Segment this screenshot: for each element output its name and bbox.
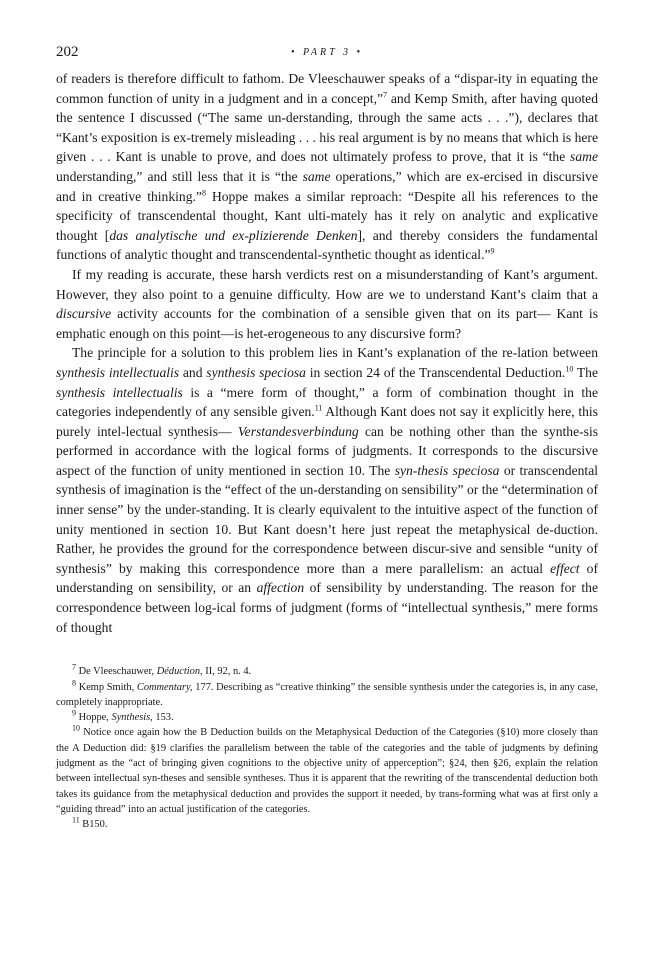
italic-text: syn-thesis speciosa: [394, 462, 500, 478]
text-run: ], and thereby considers the fundamental functions of analytic thought and transcendental-synthetic thought as identical.”: [56, 227, 599, 263]
italic-text: Verstandesverbindung: [237, 423, 359, 439]
text-run: and: [179, 364, 207, 380]
footnotes: [56, 664, 598, 832]
italic-text: synthesis intellectualis: [56, 364, 180, 380]
italic-text: synthesis intellectualis: [56, 384, 183, 400]
paragraph: [56, 69, 598, 265]
footnote-marker: 10: [565, 364, 574, 374]
text-run: Although Kant does not say it explicitly here, this purely intel-lectual synthesis—: [56, 404, 598, 439]
running-head: • PART 3 •: [291, 47, 363, 58]
text-run: Kemp Smith,: [76, 681, 137, 693]
footnote-marker: 11: [314, 403, 323, 413]
text-run: De Vleeschauwer,: [76, 666, 157, 678]
footnote-marker: 7: [383, 90, 387, 100]
footnote: [56, 680, 598, 711]
text-run: in section 24 of the Transcendental Deduction.: [305, 364, 566, 380]
footnote: [56, 725, 598, 817]
page-header: [56, 44, 598, 64]
footnote-marker: 10: [72, 723, 80, 733]
text-run: operations,” which are ex-ercised in discursive and in creative thinking.”: [56, 168, 598, 204]
footnote: [56, 817, 598, 832]
italic-text: Déduction,: [156, 666, 203, 678]
italic-text: affection: [256, 580, 305, 596]
text-run: The principle for a solution to this problem lies in Kant’s explanation of the re-lation between: [72, 345, 598, 361]
text-run: The: [573, 364, 598, 380]
text-run: can be nothing other than the synthe-sis performed in accordance with the logical forms of judgments. It corresponds to the discursive aspect of the function of unity mentioned in section 10. The: [56, 423, 599, 478]
italic-text: same: [302, 168, 331, 184]
text-run: and Kemp Smith, after having quoted the sentence I discussed (“The same un-derstanding, through the same acts . . .”), declares that “Kant’s exposition is ex-tremely misleading . . . his real argument is by no means that which is here given . . . Kant is unable to prove, and does not ultimately profess to prove, that it is “the: [56, 90, 599, 165]
footnote-marker: 8: [72, 678, 76, 688]
body-text: [56, 69, 598, 637]
text-run: 153.: [152, 712, 174, 724]
italic-text: effect: [550, 560, 580, 576]
italic-text: discursive: [56, 306, 112, 322]
text-run: Notice once again how the B Deduction builds on the Metaphysical Deduction of the Categories (§10) more closely than the A Deduction did: §19 clarifies the parallelism between the table of the categories and the table of judgments by defining judgment as the “act of bringing given cognitions to the objective unity of apperception”; §24, then §26, explain the relation between intellectual syn-theses and sensible syntheses. Thus it is apparent that the rewriting of the transcendental deduction both takes its guidance from the metaphysical deduction and provides the support it needed, by trans-forming what was at first only a “guiding thread” into an actual justification of the categories.: [56, 727, 598, 815]
italic-text: Synthesis,: [111, 712, 153, 724]
text-run: of understanding on sensibility, or an: [56, 560, 598, 596]
page-number: 202: [56, 44, 79, 60]
footnote: [56, 710, 598, 725]
italic-text: Commentary,: [136, 681, 193, 693]
text-run: Hoppe,: [76, 712, 112, 724]
text-run: activity accounts for the combination of a sensible given that on its part— Kant is emphatic enough on this point—is het-erogeneous to any discursive form?: [56, 306, 598, 341]
italic-text: synthesis speciosa: [206, 364, 306, 380]
footnote-marker: 11: [72, 815, 80, 825]
footnote-marker: 9: [490, 246, 495, 256]
italic-text: das analytische und ex-plizierende Denken: [109, 227, 358, 243]
paragraph: [56, 265, 598, 343]
footnote-marker: 8: [201, 188, 206, 198]
text-run: or transcendental synthesis of imagination is the “effect of the un-derstanding on sensibility” or the “determination of inner sense” by the under-standing. It is clearly equivalent to the intuitive aspect of the function of unity mentioned in section 10. But Kant doesn’t here just repeat the metaphysical de-duction. Rather, he provides the ground for the correspondence between discur-sive and sensible “unity of synthesis” by making this correspondence more than a mere parallelism: an actual: [56, 462, 598, 576]
text-run: is a “mere form of thought,” a form of combination thought in the categories independently of any sensible given.: [56, 384, 599, 420]
text-run: of sensibility by understanding. The reason for the correspondence between log-ical forms of judgment (forms of “intellectual synthesis,” mere forms of thought: [56, 580, 598, 635]
text-run: B150.: [79, 819, 108, 831]
text-run: II, 92, n. 4.: [202, 666, 252, 678]
text-run: of readers is therefore difficult to fathom. De Vleeschauwer speaks of a “dispar-ity in equating the common function of unity in a judgment and in a concept,”: [56, 71, 598, 106]
page: [56, 44, 598, 832]
text-run: understanding,” and still less that it is “the: [56, 168, 303, 184]
text-run: Hoppe makes a similar reproach: “Despite all his references to the specificity of transcendental thought, Kant ulti-mately has it rely on analytic and explicative thought [: [56, 188, 598, 243]
text-run: If my reading is accurate, these harsh verdicts rest on a misunderstanding of Kant’s argument. However, they also point to a genuine difficulty. How are we to understand Kant’s claim that a: [56, 266, 598, 302]
text-run: 177. Describing as “creative thinking” the sensible synthesis under the categories is, in any case, completely inappropriate.: [56, 681, 598, 708]
footnote-marker: 7: [72, 662, 76, 672]
footnote: [56, 664, 598, 679]
footnote-marker: 9: [72, 708, 76, 718]
italic-text: same: [570, 149, 598, 165]
paragraph: [56, 343, 598, 637]
